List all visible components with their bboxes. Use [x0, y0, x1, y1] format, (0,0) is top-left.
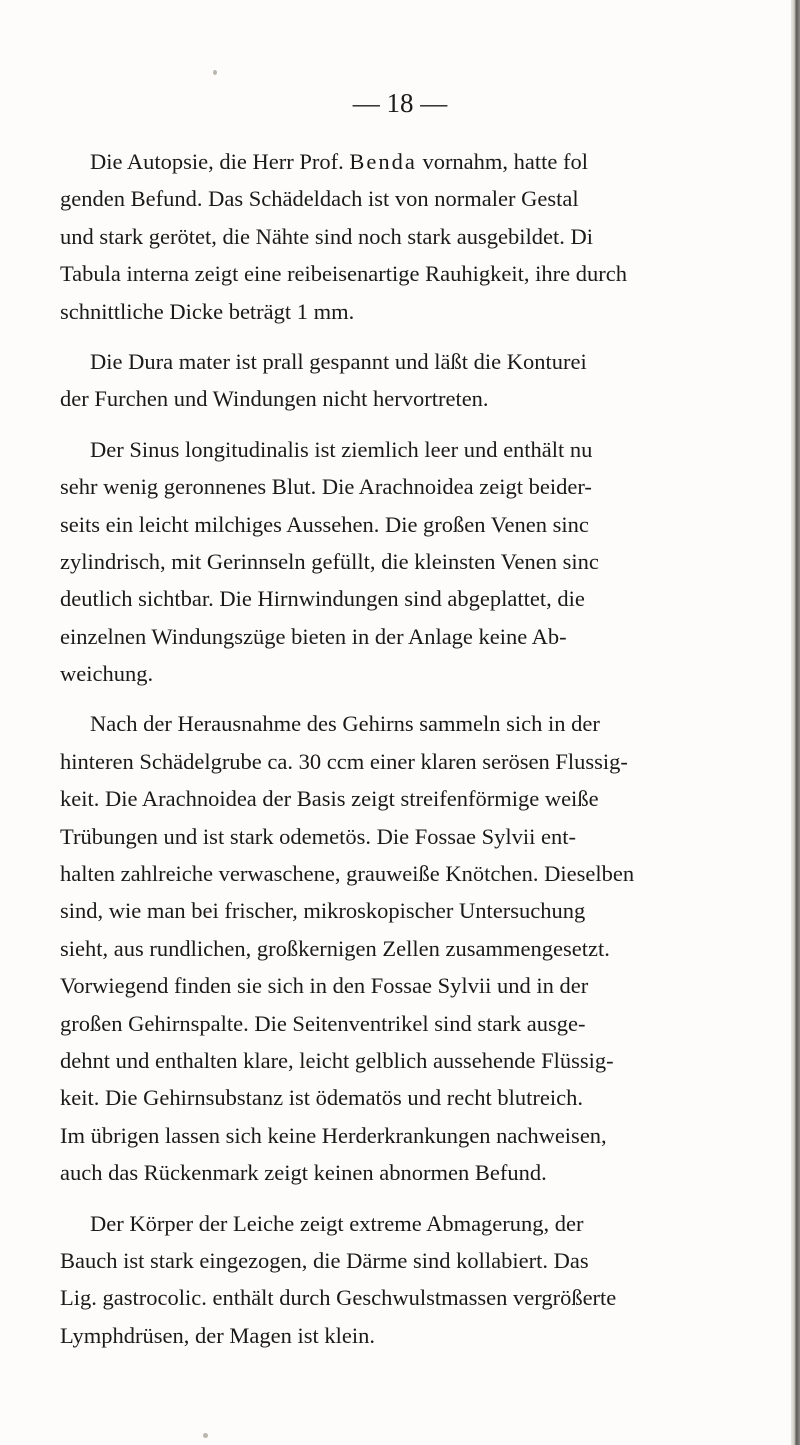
page-edge-shadow	[791, 0, 800, 1445]
page-number: — 18 —	[352, 88, 448, 118]
text-line: sieht, aus rundlichen, großkernigen Zellen zusammengesetzt.	[60, 935, 610, 961]
name-benda: Benda	[349, 149, 417, 174]
text-line: auch das Rückenmark zeigt keinen abnormen Befund.	[60, 1160, 547, 1186]
body-text	[60, 143, 790, 1354]
text-line: hinteren Schädelgrube ca. 30 ccm einer klaren serösen Flussig-	[60, 748, 628, 774]
text-segment: Die Autopsie, die Herr Prof.	[90, 149, 350, 174]
paragraph-dura-mater	[60, 343, 790, 418]
text-line: deutlich sichtbar. Die Hirnwindungen sind abgeplattet, die	[60, 586, 585, 612]
text-line: Die Dura mater ist prall gespannt und läßt die Konturei	[90, 348, 587, 374]
text-line: Trübungen und ist stark odemetös. Die Fossae Sylvii ent-	[60, 823, 577, 849]
text-line: Tabula interna zeigt eine reibeisenartige Rauhigkeit, ihre durch	[60, 261, 627, 287]
paragraph-gehirn	[60, 705, 790, 1191]
text-line: seits ein leicht milchiges Aussehen. Die großen Venen sinc	[60, 511, 589, 537]
text-line: weichung.	[60, 661, 154, 687]
text-line: einzelnen Windungszüge bieten in der Anlage keine Ab-	[60, 623, 567, 649]
text-line	[60, 143, 790, 180]
paragraph-sinus	[60, 431, 790, 693]
text-line: Der Körper der Leiche zeigt extreme Abmagerung, der	[90, 1210, 584, 1236]
text-line: Lig. gastrocolic. enthält durch Geschwulstmassen vergrößerte	[60, 1285, 617, 1311]
text-line: halten zahlreiche verwaschene, grauweiße Knötchen. Dieselben	[60, 861, 635, 887]
text-line: Der Sinus longitudinalis ist ziemlich leer und enthält nu	[90, 436, 593, 462]
paragraph-autopsie	[60, 143, 790, 330]
text-line: Vorwiegend finden sie sich in den Fossae Sylvii und in der	[60, 973, 589, 999]
text-line: zylindrisch, mit Gerinnseln gefüllt, die kleinsten Venen sinc	[60, 548, 599, 574]
text-line: keit. Die Gehirnsubstanz ist ödematös und recht blutreich.	[60, 1085, 583, 1111]
text-line: keit. Die Arachnoidea der Basis zeigt streifenförmige weiße	[60, 786, 599, 812]
paper-speck	[213, 70, 217, 75]
text-line: sind, wie man bei frischer, mikroskopischer Untersuchung	[60, 898, 586, 924]
text-line: sehr wenig geronnenes Blut. Die Arachnoidea zeigt beider-	[60, 474, 592, 500]
text-segment: vornahm, hatte fol	[416, 149, 589, 174]
text-line: und stark gerötet, die Nähte sind noch stark ausgebildet. Di	[60, 223, 593, 249]
text-line: Nach der Herausnahme des Gehirns sammeln sich in der	[90, 711, 600, 737]
paper-speck	[203, 1433, 208, 1438]
text-line: schnittliche Dicke beträgt 1 mm.	[60, 298, 355, 324]
text-line: Bauch ist stark eingezogen, die Därme sind kollabiert. Das	[60, 1247, 589, 1273]
text-line: Lymphdrüsen, der Magen ist klein.	[60, 1322, 375, 1348]
text-line: Im übrigen lassen sich keine Herderkrankungen nachweisen,	[60, 1122, 607, 1148]
text-line: genden Befund. Das Schädeldach ist von normaler Gestal	[60, 186, 579, 212]
text-line: dehnt und enthalten klare, leicht gelblich aussehende Flüssig-	[60, 1047, 614, 1073]
text-line: großen Gehirnspalte. Die Seitenventrikel sind stark ausge-	[60, 1010, 586, 1036]
text-line: der Furchen und Windungen nicht hervortreten.	[60, 386, 489, 412]
paragraph-koerper	[60, 1205, 790, 1355]
